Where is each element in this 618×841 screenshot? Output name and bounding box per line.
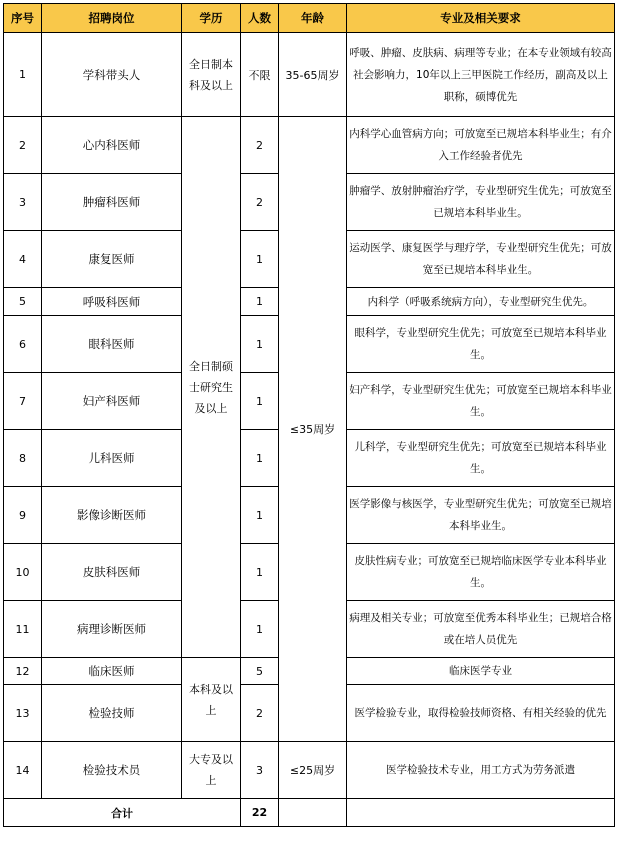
row-position: 儿科医师	[42, 430, 182, 487]
row-count: 1	[241, 288, 279, 316]
row-count: 5	[241, 658, 279, 685]
row-no: 13	[4, 685, 42, 742]
row-no: 5	[4, 288, 42, 316]
row-count: 1	[241, 544, 279, 601]
row-no: 8	[4, 430, 42, 487]
row-age: ≤25周岁	[279, 742, 347, 799]
table-row	[4, 117, 615, 174]
row-education: 全日制本科及以上	[182, 33, 241, 117]
row-count: 1	[241, 430, 279, 487]
row-position: 病理诊断医师	[42, 601, 182, 658]
row-requirements: 儿科学，专业型研究生优先；可放宽至已规培本科毕业生。	[347, 430, 615, 487]
row-count: 1	[241, 601, 279, 658]
row-position: 眼科医师	[42, 316, 182, 373]
row-no: 9	[4, 487, 42, 544]
table-row	[4, 33, 615, 117]
header-no: 序号	[4, 4, 42, 33]
header-position: 招聘岗位	[42, 4, 182, 33]
total-age-empty	[279, 799, 347, 827]
row-requirements: 肿瘤学、放射肿瘤治疗学，专业型研究生优先；可放宽至已规培本科毕业生。	[347, 174, 615, 231]
row-education: 大专及以上	[182, 742, 241, 799]
row-count: 2	[241, 685, 279, 742]
row-count: 1	[241, 373, 279, 430]
row-position: 肿瘤科医师	[42, 174, 182, 231]
row-no: 7	[4, 373, 42, 430]
table-row	[4, 742, 615, 799]
row-position: 临床医师	[42, 658, 182, 685]
row-position: 影像诊断医师	[42, 487, 182, 544]
row-position: 皮肤科医师	[42, 544, 182, 601]
row-count: 2	[241, 117, 279, 174]
header-count: 人数	[241, 4, 279, 33]
row-no: 1	[4, 33, 42, 117]
row-requirements: 皮肤性病专业；可放宽至已规培临床医学专业本科毕业生。	[347, 544, 615, 601]
row-requirements: 临床医学专业	[347, 658, 615, 685]
row-requirements: 病理及相关专业；可放宽至优秀本科毕业生；已规培合格或在培人员优先	[347, 601, 615, 658]
row-requirements: 内科学心血管病方向；可放宽至已规培本科毕业生；有介入工作经验者优先	[347, 117, 615, 174]
row-position: 心内科医师	[42, 117, 182, 174]
row-requirements: 医学检验技术专业，用工方式为劳务派遣	[347, 742, 615, 799]
row-requirements: 妇产科学，专业型研究生优先；可放宽至已规培本科毕业生。	[347, 373, 615, 430]
row-requirements: 运动医学、康复医学与理疗学，专业型研究生优先；可放宽至已规培本科毕业生。	[347, 231, 615, 288]
row-position: 检验技术员	[42, 742, 182, 799]
row-no: 6	[4, 316, 42, 373]
total-req-empty	[347, 799, 615, 827]
row-requirements: 内科学（呼吸系统病方向），专业型研究生优先。	[347, 288, 615, 316]
row-count: 1	[241, 316, 279, 373]
row-no: 2	[4, 117, 42, 174]
row-requirements: 医学影像与核医学，专业型研究生优先；可放宽至已规培本科毕业生。	[347, 487, 615, 544]
total-count: 22	[241, 799, 279, 827]
row-count: 不限	[241, 33, 279, 117]
row-no: 3	[4, 174, 42, 231]
row-count: 1	[241, 231, 279, 288]
header-age: 年龄	[279, 4, 347, 33]
header-requirements: 专业及相关要求	[347, 4, 615, 33]
row-position: 学科带头人	[42, 33, 182, 117]
row-age: 35-65周岁	[279, 33, 347, 117]
row-no: 4	[4, 231, 42, 288]
total-row	[4, 799, 615, 827]
row-position: 妇产科医师	[42, 373, 182, 430]
row-position: 呼吸科医师	[42, 288, 182, 316]
row-count: 3	[241, 742, 279, 799]
row-requirements: 眼科学，专业型研究生优先；可放宽至已规培本科毕业生。	[347, 316, 615, 373]
row-no: 10	[4, 544, 42, 601]
row-requirements: 呼吸、肿瘤、皮肤病、病理等专业；在本专业领域有较高社会影响力，10年以上三甲医院工作经历，副高及以上职称，硕博优先	[347, 33, 615, 117]
header-row	[4, 4, 615, 33]
row-count: 1	[241, 487, 279, 544]
row-count: 2	[241, 174, 279, 231]
row-position: 检验技师	[42, 685, 182, 742]
row-position: 康复医师	[42, 231, 182, 288]
row-no: 14	[4, 742, 42, 799]
header-education: 学历	[182, 4, 241, 33]
row-requirements: 医学检验专业，取得检验技师资格、有相关经验的优先	[347, 685, 615, 742]
row-education-merged: 全日制硕士研究生及以上	[182, 117, 241, 658]
row-no: 11	[4, 601, 42, 658]
row-education-merged: 本科及以上	[182, 658, 241, 742]
row-no: 12	[4, 658, 42, 685]
total-label: 合计	[4, 799, 241, 827]
recruitment-table	[3, 3, 615, 827]
row-age-merged: ≤35周岁	[279, 117, 347, 742]
